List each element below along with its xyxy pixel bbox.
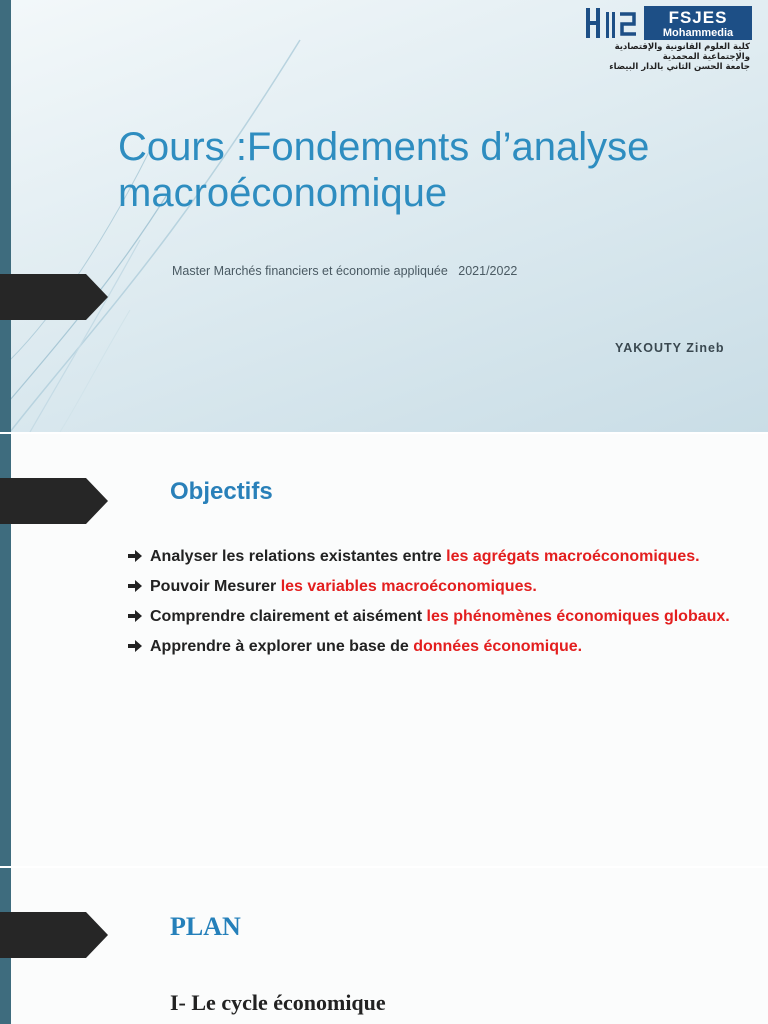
bullet-arrow-icon bbox=[128, 640, 142, 652]
university-logo bbox=[584, 6, 754, 70]
objectives-title: Objectifs bbox=[170, 478, 273, 505]
bullet-arrow-icon bbox=[128, 550, 142, 562]
slide-arrow-icon bbox=[0, 478, 108, 524]
slide-arrow-icon bbox=[0, 274, 108, 320]
objective-highlight: les variables macroéconomiques. bbox=[280, 578, 537, 595]
objective-highlight: les agrégats macroéconomiques. bbox=[446, 548, 700, 565]
logo-subtext: Mohammedia bbox=[662, 27, 734, 39]
title-slide bbox=[0, 0, 768, 432]
logo-arabic-line-1: كلية العلوم القانونية والإقتصادية bbox=[614, 42, 750, 52]
course-title: Cours :Fondements d’analyse macroéconomique bbox=[118, 125, 650, 215]
plan-item-1: I- Le cycle économique bbox=[170, 990, 386, 1015]
uh2c-logo-icon bbox=[584, 6, 640, 40]
objective-highlight: les phénomènes économiques globaux. bbox=[426, 608, 730, 625]
objective-item bbox=[128, 546, 762, 567]
fsjes-logo-box bbox=[644, 6, 752, 40]
logo-arabic-line-3: جامعة الحسن الثاني بالدار البيضاء bbox=[609, 62, 750, 72]
left-accent-bar bbox=[0, 0, 11, 432]
course-subtitle: Master Marchés financiers et économie appliquée 2021/2022 bbox=[172, 264, 518, 278]
objective-item bbox=[128, 606, 762, 627]
objective-item bbox=[128, 636, 762, 657]
objective-text: Apprendre à explorer une base de bbox=[150, 638, 414, 655]
objective-text: Pouvoir Mesurer bbox=[150, 578, 281, 595]
bullet-arrow-icon bbox=[128, 580, 142, 592]
objective-highlight: données économique. bbox=[413, 638, 583, 655]
plan-title: PLAN bbox=[170, 912, 241, 941]
slide-arrow-icon bbox=[0, 912, 108, 958]
bullet-arrow-icon bbox=[128, 610, 142, 622]
author-name: YAKOUTY Zineb bbox=[615, 341, 725, 355]
objective-text: Comprendre clairement et aisément bbox=[150, 608, 427, 625]
objective-item bbox=[128, 576, 762, 597]
objective-text: Analyser les relations existantes entre bbox=[150, 548, 447, 565]
logo-arabic-line-2: والإجتماعية المحمدية bbox=[662, 52, 750, 62]
logo-text: FSJES bbox=[668, 8, 728, 27]
objectives-list bbox=[128, 546, 762, 666]
